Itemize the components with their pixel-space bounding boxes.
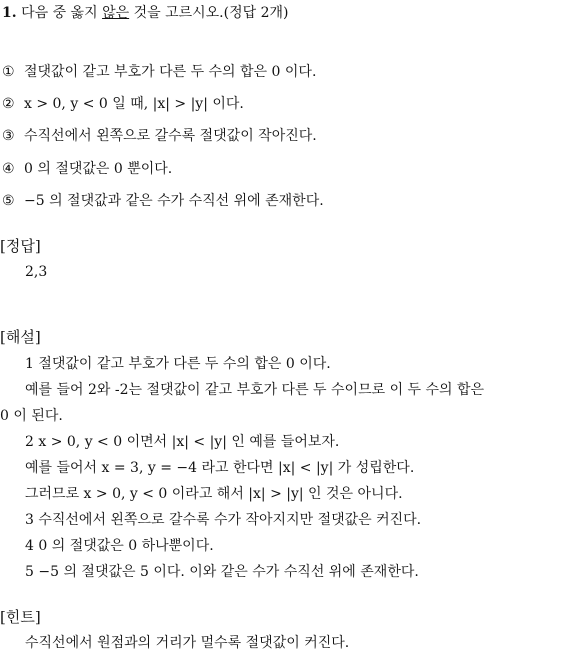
question-number: 1.: [2, 5, 17, 21]
hint-heading: [힌트]: [0, 608, 41, 626]
option-5: [2, 192, 324, 210]
explanation-line: 0 이 된다.: [0, 408, 63, 424]
question-text-underlined: 않은: [102, 5, 130, 21]
explanation-line: 예를 들어서 x = 3, y = −4 라고 한다면 |x| < |y| 가 성립한다.: [25, 460, 415, 476]
hint-text: 수직선에서 원점과의 거리가 멀수록 절댓값이 커진다.: [25, 635, 350, 651]
question-line: [2, 4, 288, 22]
option-text: 수직선에서 왼쪽으로 갈수록 절댓값이 작아진다.: [24, 128, 317, 144]
option-text: x > 0, y < 0 일 때, |x| > |y| 이다.: [24, 96, 244, 112]
option-mark: ①: [2, 64, 15, 80]
explanation-heading: [해설]: [0, 328, 41, 346]
answer-value: 2,3: [25, 264, 48, 280]
option-2: [2, 95, 244, 113]
explanation-line: 1 절댓값이 같고 부호가 다른 두 수의 합은 0 이다.: [25, 356, 331, 372]
option-mark: ④: [2, 161, 15, 177]
option-4: [2, 160, 172, 178]
explanation-line: 그러므로 x > 0, y < 0 이라고 해서 |x| > |y| 인 것은 아니다.: [25, 486, 403, 502]
explanation-line: 3 수직선에서 왼쪽으로 갈수록 수가 작아지지만 절댓값은 커진다.: [25, 512, 422, 528]
explanation-line: 4 0 의 절댓값은 0 하나뿐이다.: [25, 538, 214, 554]
option-mark: ②: [2, 96, 15, 112]
option-1: [2, 63, 316, 81]
explanation-line: 2 x > 0, y < 0 이면서 |x| < |y| 인 예를 들어보자.: [25, 434, 340, 450]
option-mark: ⑤: [2, 193, 15, 209]
answer-heading: [정답]: [0, 237, 41, 255]
option-3: [2, 127, 317, 145]
question-text-after: 것을 고르시오.(정답 2개): [129, 5, 289, 21]
question-text-before: 다음 중 옳지: [21, 5, 103, 21]
option-text: 0 의 절댓값은 0 뿐이다.: [24, 161, 173, 177]
explanation-line: 5 −5 의 절댓값은 5 이다. 이와 같은 수가 수직선 위에 존재한다.: [25, 564, 419, 580]
explanation-line: 예를 들어 2와 -2는 절댓값이 같고 부호가 다른 두 수이므로 이 두 수의 합은: [25, 382, 485, 398]
option-text: −5 의 절댓값과 같은 수가 수직선 위에 존재한다.: [24, 193, 324, 209]
option-mark: ③: [2, 128, 15, 144]
option-text: 절댓값이 같고 부호가 다른 두 수의 합은 0 이다.: [24, 64, 317, 80]
